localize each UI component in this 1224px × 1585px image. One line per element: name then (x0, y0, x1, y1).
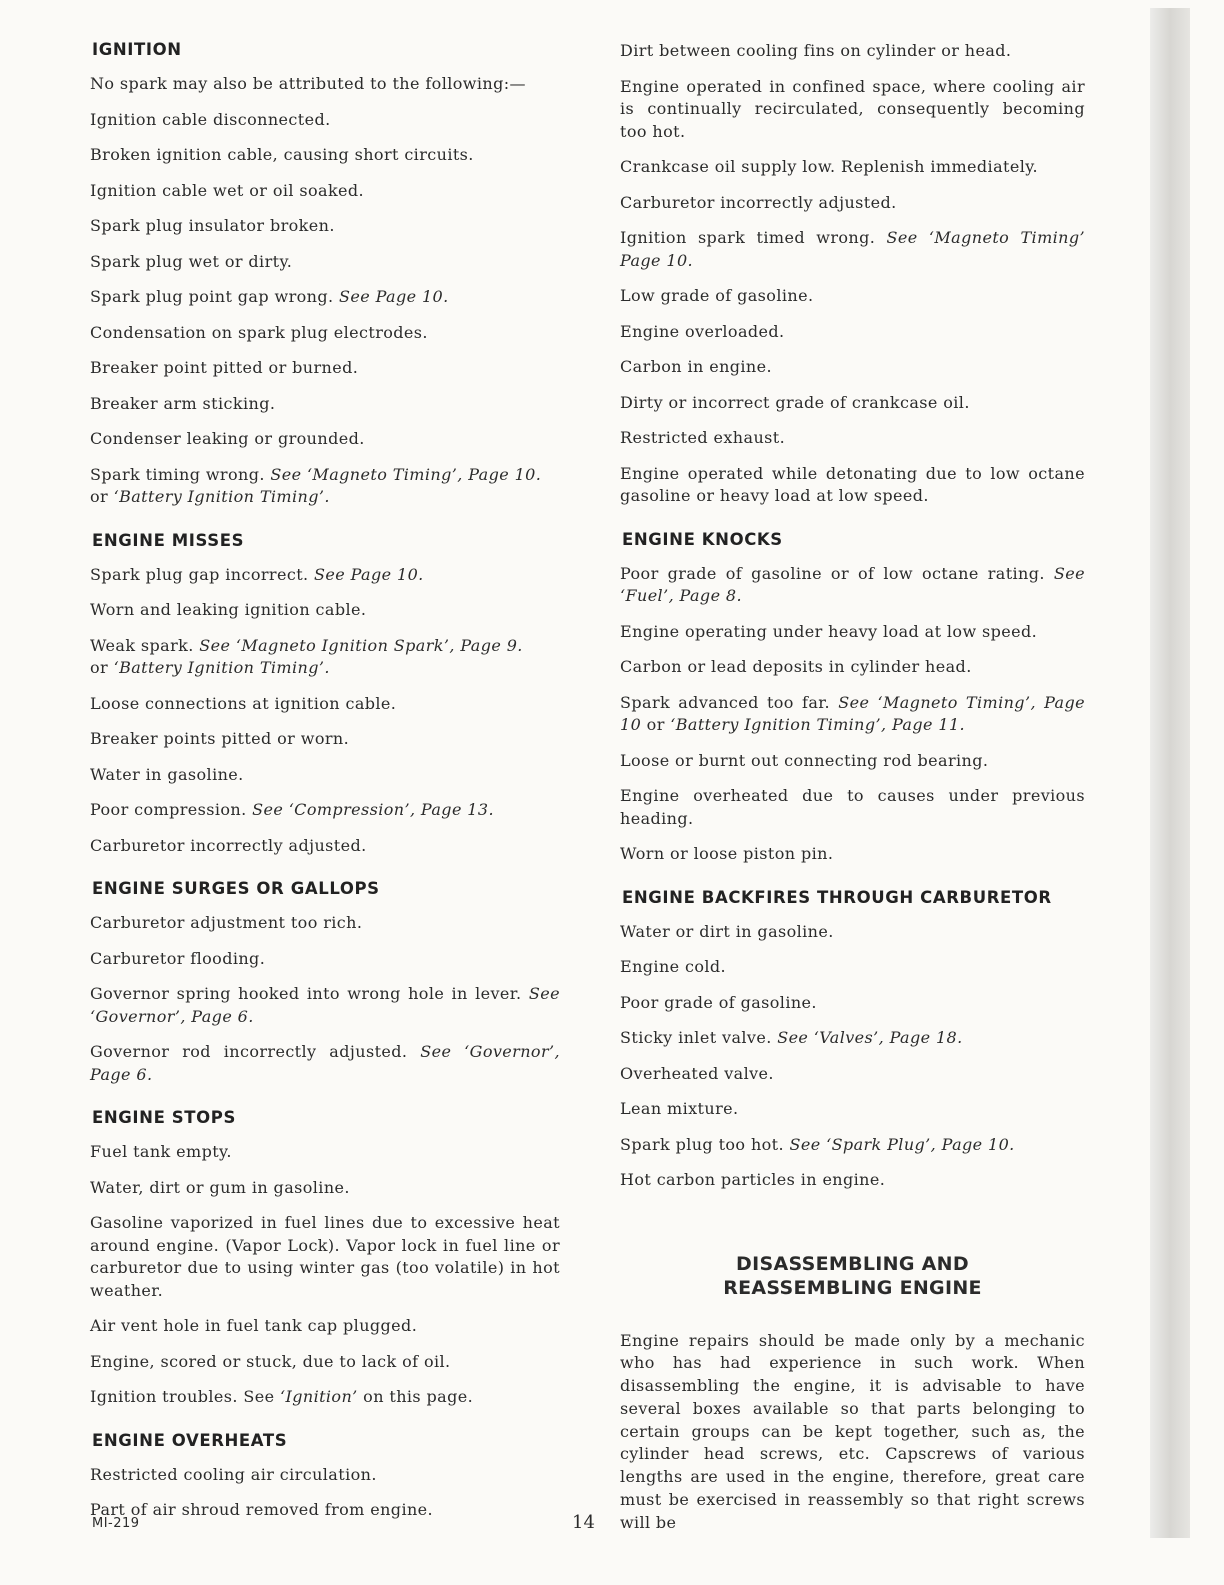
page-reference: ‘Battery Ignition Timing’. (113, 658, 330, 677)
list-item (90, 286, 560, 309)
page-reference: See ‘Magneto Timing’ Page 10. (620, 228, 1085, 270)
list-item: Overheated valve. (620, 1063, 774, 1083)
item-text: Spark plug too hot. (620, 1134, 784, 1154)
list-item: Condenser leaking or grounded. (90, 429, 365, 448)
item-text: Ignition spark timed wrong. (620, 228, 876, 247)
list-item: Engine operated while detonating due to low octane gasoline or heavy load at low speed. (620, 463, 1085, 505)
list-item: Condensation on spark plug electrodes. (90, 322, 428, 342)
list-item: Air vent hole in fuel tank cap plugged. (90, 1316, 418, 1335)
list-item: No spark may also be attributed to the following:— (90, 74, 526, 93)
list-item: Lean mixture. (620, 1099, 739, 1118)
item-text: Sticky inlet valve. (620, 1028, 772, 1047)
list-item: Part of air shroud removed from engine. (90, 1500, 434, 1519)
list-item: Engine operated in confined space, where cooling air is continually recirculated, consequently becoming too hot. (620, 76, 1085, 141)
page-reference: See ‘Governor’, Page 6. (90, 984, 560, 1026)
list-item (90, 1041, 560, 1086)
list-item: Restricted cooling air circulation. (90, 1464, 377, 1484)
left-column (90, 40, 560, 1535)
list-item: Carbon or lead deposits in cylinder head. (620, 657, 972, 676)
item-text: or (90, 487, 109, 506)
list-item: Low grade of gasoline. (620, 286, 814, 305)
list-item: Poor grade of gasoline. (620, 992, 817, 1012)
page-reference: ‘Battery Ignition Timing’. (113, 487, 330, 506)
list-item (620, 563, 1085, 608)
page-reference: See Page 10. (314, 564, 424, 584)
page-reference: See ‘Magneto Timing’, Page 10. (270, 464, 542, 484)
list-item: Engine cold. (620, 957, 727, 976)
page-reference: See ‘Compression’, Page 13. (252, 800, 494, 819)
page-reference: ‘Ignition’ (280, 1387, 358, 1406)
right-column (620, 40, 1085, 1535)
list-item (90, 799, 560, 822)
list-item: Spark plug insulator broken. (90, 216, 335, 235)
item-text: Spark timing wrong. (90, 464, 265, 484)
list-item: Fuel tank empty. (90, 1142, 232, 1161)
list-item: Breaker point pitted or burned. (90, 358, 359, 377)
list-item: Breaker points pitted or worn. (90, 729, 350, 748)
section-title-line-2: REASSEMBLING ENGINE (723, 1276, 982, 1299)
list-item: Crankcase oil supply low. Replenish immediately. (620, 157, 1039, 176)
item-text: Spark plug gap incorrect. (90, 564, 309, 584)
item-text: Poor grade of gasoline or of low octane rating. (620, 563, 1045, 583)
list-item (90, 635, 560, 680)
section-paragraph: Engine repairs should be made only by a mechanic who has had experience in such work. When disassembling the engine, it is advisable to have several boxes available so that parts belonging to certain groups can be kept together, such as, the cylinder head screws, etc. Capscrews of various lengths are used in the engine, therefore, great care must be exercised in reassembly so that right screws will be (620, 1330, 1085, 1532)
list-item: Carburetor adjustment too rich. (90, 913, 363, 932)
page-reference: See ‘Magneto Ignition Spark’, Page 9. (199, 635, 523, 655)
list-item: Loose connections at ignition cable. (90, 693, 397, 713)
heading-engine-misses: ENGINE MISSES (92, 530, 245, 550)
item-text: or (90, 658, 109, 677)
item-text: on this page. (363, 1387, 474, 1406)
list-item: Worn and leaking ignition cable. (90, 600, 367, 619)
list-item: Engine operating under heavy load at low speed. (620, 621, 1038, 641)
list-item: Ignition cable disconnected. (90, 109, 331, 129)
list-item: Worn or loose piston pin. (620, 844, 834, 863)
list-item: Carburetor flooding. (90, 948, 266, 968)
list-item: Carburetor incorrectly adjusted. (620, 192, 897, 212)
heading-engine-surges: ENGINE SURGES OR GALLOPS (92, 879, 380, 898)
page-reference: ‘Battery Ignition Timing’, Page 11. (670, 715, 966, 734)
list-item (90, 464, 560, 509)
item-text: Spark advanced too far. (620, 692, 831, 712)
list-item (620, 227, 1085, 272)
list-item: Carbon in engine. (620, 357, 772, 376)
list-item: Water, dirt or gum in gasoline. (90, 1177, 350, 1197)
section-title-line-1: DISASSEMBLING AND (736, 1252, 969, 1275)
list-item: Dirt between cooling fins on cylinder or head. (620, 41, 1012, 60)
heading-engine-stops: ENGINE STOPS (92, 1108, 236, 1127)
list-item (620, 1027, 1085, 1050)
list-item: Hot carbon particles in engine. (620, 1170, 886, 1189)
heading-engine-backfires: ENGINE BACKFIRES THROUGH CARBURETOR (622, 887, 1052, 907)
heading-engine-knocks: ENGINE KNOCKS (622, 529, 783, 549)
item-text: Poor compression. (90, 800, 247, 819)
list-item (90, 564, 560, 587)
list-item (620, 1134, 1085, 1157)
section-title (620, 1252, 1085, 1300)
list-item: Dirty or incorrect grade of crankcase oil. (620, 392, 970, 412)
list-item: Restricted exhaust. (620, 428, 786, 447)
list-item (90, 1386, 560, 1409)
heading-engine-overheats: ENGINE OVERHEATS (92, 1430, 288, 1450)
heading-ignition: IGNITION (92, 40, 182, 59)
page-reference: See ‘Valves’, Page 18. (777, 1028, 963, 1047)
list-item: Carburetor incorrectly adjusted. (90, 835, 367, 855)
page-reference: See ‘Governor’, Page 6. (90, 1042, 560, 1084)
page-edge-shadow (1150, 8, 1190, 1538)
page-reference: See ‘Fuel’, Page 8. (620, 563, 1085, 605)
list-item: Engine overheated due to causes under previous heading. (620, 786, 1085, 828)
list-item (90, 983, 560, 1028)
list-item: Broken ignition cable, causing short circuits. (90, 145, 474, 164)
page-reference: See ‘Magneto Timing’, Page 10 (620, 692, 1085, 734)
list-item (620, 692, 1085, 737)
page-reference: See ‘Spark Plug’, Page 10. (789, 1134, 1015, 1154)
item-text: Governor rod incorrectly adjusted. (90, 1042, 408, 1061)
item-text: Spark plug point gap wrong. (90, 287, 334, 306)
page-reference: See Page 10. (339, 287, 449, 306)
item-text: See (243, 1387, 275, 1406)
item-text: Ignition troubles. (90, 1387, 238, 1406)
list-item: Water or dirt in gasoline. (620, 921, 834, 941)
document-code: MI-219 (92, 1516, 140, 1531)
page-number: 14 (572, 1512, 595, 1533)
item-text: or (646, 715, 665, 734)
item-text: Governor spring hooked into wrong hole in lever. (90, 984, 522, 1003)
list-item: Gasoline vaporized in fuel lines due to excessive heat around engine. (Vapor Lock). Vapor lock in fuel line or carburetor due to using winter gas (too volatile) in hot weather. (90, 1213, 560, 1300)
list-item: Breaker arm sticking. (90, 393, 276, 413)
list-item: Water in gasoline. (90, 764, 244, 784)
list-item: Engine overloaded. (620, 321, 785, 341)
list-item: Loose or burnt out connecting rod bearing. (620, 750, 989, 770)
item-text: Weak spark. (90, 635, 194, 655)
list-item: Ignition cable wet or oil soaked. (90, 180, 365, 200)
list-item: Engine, scored or stuck, due to lack of oil. (90, 1351, 451, 1371)
list-item: Spark plug wet or dirty. (90, 251, 293, 271)
